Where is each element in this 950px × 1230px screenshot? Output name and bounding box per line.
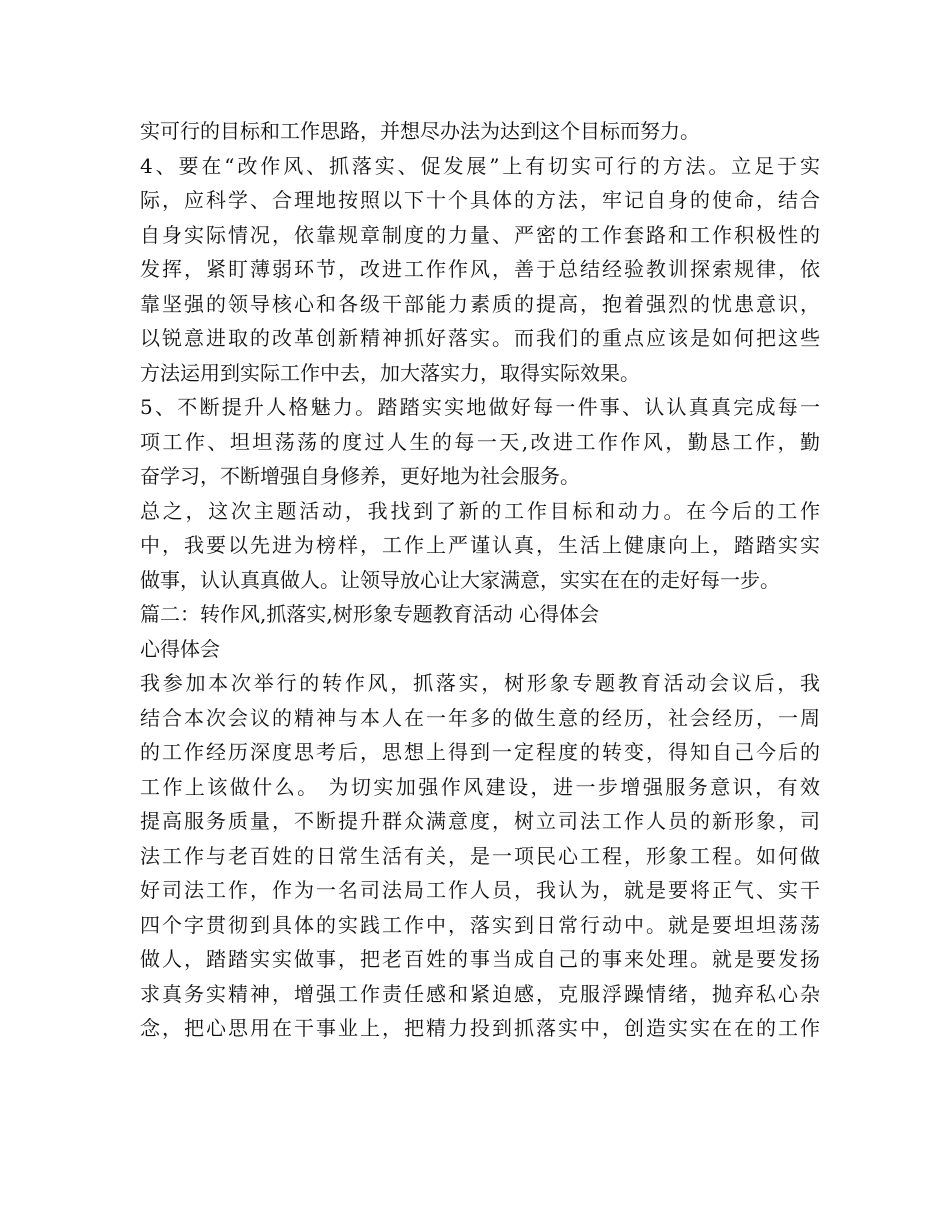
- text-line: 工作上该做什么。 为切实加强作风建设，进一步增强服务意识，有效: [140, 774, 820, 799]
- text-line: 我参加本次举行的转作风，抓落实，树形象专题教育活动会议后，我: [140, 671, 820, 695]
- text-line: 做事，认认真真做人。让领导放心让大家满意，实实在在的走好每一步。: [140, 567, 780, 592]
- text-line: 发挥，紧盯薄弱环节，改进工作作风，善于总结经验教训探索规律，依: [140, 257, 820, 281]
- text-line: 求真务实精神，增强工作责任感和紧迫感，克服浮躁情绪，抛弃私心杂: [140, 981, 820, 1006]
- text-line: 做人，踏踏实实做事，把老百姓的事当成自己的事来处理。就是要发扬: [140, 947, 820, 971]
- text-line: 结合本次会议的精神与本人在一年多的做生意的经历，社会经历，一周: [140, 705, 820, 730]
- section-heading: 篇二：转作风,抓落实,树形象专题教育活动 心得体会: [140, 602, 600, 626]
- text-line: 的工作经历深度思考后，思想上得到一定程度的转变，得知自己今后的: [140, 740, 820, 764]
- text-line: 法工作与老百姓的日常生活有关，是一项民心工程，形象工程。如何做: [140, 843, 820, 868]
- text-line: 以锐意进取的改革创新精神抓好落实。而我们的重点应该是如何把这些: [140, 326, 820, 350]
- text-line: 四个字贯彻到具体的实践工作中，落实到日常行动中。就是要坦坦荡荡: [140, 912, 820, 937]
- text-line: 好司法工作，作为一名司法局工作人员，我认为，就是要将正气、实干: [140, 878, 820, 902]
- text-line: 自身实际情况，依靠规章制度的力量、严密的工作套路和工作积极性的: [140, 222, 820, 247]
- text-line: 中，我要以先进为榜样，工作上严谨认真，生活上健康向上，踏踏实实: [140, 533, 820, 557]
- section-subheading: 心得体会: [140, 636, 220, 661]
- text-line: 提高服务质量，不断提升群众满意度，树立司法工作人员的新形象，司: [140, 809, 820, 833]
- text-line: 项工作、坦坦荡荡的度过人生的每一天,改进工作作风，勤恳工作，勤: [140, 429, 820, 454]
- text-line: 实可行的目标和工作思路，并想尽办法为达到这个目标而努力。: [140, 119, 700, 143]
- text-line: 念，把心思用在干事业上，把精力投到抓落实中，创造实实在在的工作: [140, 1016, 820, 1040]
- text-line: 4、要在“改作风、抓落实、促发展”上有切实可行的方法。立足于实: [140, 153, 820, 178]
- text-line: 方法运用到实际工作中去，加大落实力，取得实际效果。: [140, 360, 640, 385]
- document-body: [140, 114, 820, 1046]
- text-line: 5、不断提升人格魅力。踏踏实实地做好每一件事、认认真真完成每一: [140, 395, 820, 419]
- text-line: 靠坚强的领导核心和各级干部能力素质的提高，抱着强烈的忧患意识，: [140, 291, 820, 316]
- text-line: 总之，这次主题活动，我找到了新的工作目标和动力。在今后的工作: [140, 498, 820, 523]
- text-line: 奋学习，不断增强自身修养，更好地为社会服务。: [140, 464, 580, 488]
- text-line: 际，应科学、合理地按照以下十个具体的方法，牢记自身的使命，结合: [140, 188, 820, 212]
